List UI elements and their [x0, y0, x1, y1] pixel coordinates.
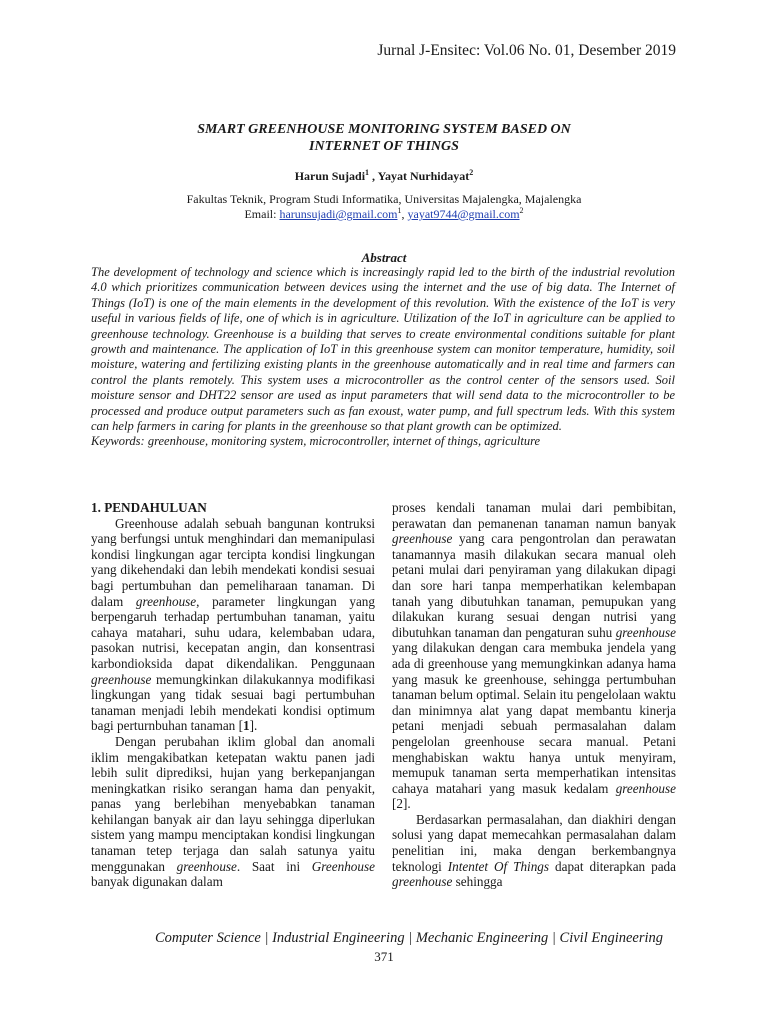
abstract-body — [91, 265, 675, 450]
section-heading: 1. PENDAHULUAN — [91, 500, 207, 515]
paragraph-4 — [392, 812, 676, 890]
italic-run: greenhouse — [91, 671, 152, 687]
footer-fields: Computer Science | Industrial Engineering | Mechanic Engineering | Civil Engineering — [154, 930, 664, 946]
paragraph-1 — [91, 516, 375, 734]
italic-run: Greenhouse — [311, 858, 375, 874]
authors — [0, 169, 768, 184]
email-separator: , — [401, 207, 408, 221]
keywords: Keywords: greenhouse, monitoring system, microcontroller, internet of things, agriculture — [91, 434, 541, 449]
affiliation: Fakultas Teknik, Program Studi Informatika, Universitas Majalengka, Majalengka — [186, 192, 582, 206]
text-run: . Saat ini — [236, 858, 312, 874]
italic-run: Intentet Of Things — [447, 858, 550, 874]
text-run: Berdasarkan permasalahan, dan diakhiri dengan solusi yang dapat memecahkan permasalahan dalam penelitian ini, maka dengan berkembangnya teknologi — [392, 811, 676, 874]
text-run: ]. — [249, 718, 258, 734]
text-run: proses kendali tanaman mulai dari pembibitan, perawatan dan pemanenan tanaman namun banyak — [392, 500, 676, 531]
text-run: Greenhouse adalah sebuah bangunan kontruksi yang berfungsi untuk menghindari dan memanipulasi kondisi lingkungan agar tercipta kondisi lingkungan yang dikehendaki dan lebih mendekati kondisi sesuai bagi pertumbuhan dan pemeliharaan tanaman. Di dalam — [91, 515, 375, 609]
author-separator: , — [369, 169, 378, 183]
italic-run: greenhouse — [392, 874, 453, 890]
email-2-sup: 2 — [519, 206, 524, 215]
citation-ref: 1 — [242, 718, 250, 734]
author-1: Harun Sujadi — [294, 169, 366, 183]
paragraph-2 — [91, 734, 375, 890]
text-run: [2]. — [392, 796, 411, 812]
author-1-sup: 1 — [365, 168, 370, 177]
text-run: dapat diterapkan pada — [549, 858, 676, 874]
text-run: memungkinkan dilakukannya modifikasi lingkungan yang tidak sesuai bagi pertumbuhan tanaman menjadi lebih mendekati kondisi optimum bagi perturnbuhan tanaman [ — [91, 671, 375, 734]
email-line — [0, 207, 768, 222]
email-link-1[interactable]: harunsujadi@gmail.com — [279, 207, 398, 221]
page-footer — [0, 930, 768, 965]
text-run: Dengan perubahan iklim global dan anomali iklim mengakibatkan ketepatan waktu panen jadi lebih sulit diprediksi, hujan yang berkepanjangan meningkatkan risiko serangan hama dan penyakit, panas yang berlebihan menyebabkan tanaman kehilangan banyak air dan layu sehingga diperlukan sistem yang mampu menciptakan kondisi lingkungan tanaman tetep terjaga dan salah satunya yaitu menggunakan — [91, 733, 375, 874]
text-run: yang cara pengontrolan dan perawatan tanamannya masih dilakukan secara manual oleh petani mulai dari penyiraman yang dilakukan dipagi dan sore hari tanpa memperhatikan kelembapan tanah yang dibutuhkan tanaman, pemupukan yang dilakukan kurang sesuai dengan nutrisi yang dibutuhkan tanaman dan pengaturan suhu — [392, 531, 676, 640]
italic-run: greenhouse — [135, 593, 197, 609]
italic-run: greenhouse — [615, 780, 676, 796]
title-line-1: SMART GREENHOUSE MONITORING SYSTEM BASED ON — [197, 122, 571, 137]
italic-run: greenhouse — [392, 531, 453, 547]
paragraph-3 — [392, 500, 676, 812]
text-run: , parameter lingkungan yang berpengaruh terhadap pertumbuhan tanaman, yaitu cahaya matahari, suhu udara, kelembaban udara, pasokan nutrisi, kecepatan angin, dan konsentrasi karbondioksida dapat dikendalikan. Penggunaan — [91, 593, 375, 671]
column-left — [91, 500, 375, 890]
email-label: Email: — [244, 207, 280, 221]
author-2: Yayat Nurhidayat — [377, 169, 470, 183]
text-run: yang dilakukan dengan cara membuka jendela yang ada di greenhouse yang memungkinkan adanya hama yang masuk ke greenhouse, sehingga pertumbuhan tanaman belum optimal. Selain itu pengelolaan waktu dan minimnya alat yang dapat membantu kinerja petani menjadi sebuah permasalahan dalam pengelolan greenhouse secara manual. Petani menghabiskan waktu hanya untuk menyiram, memupuk tanaman serta memperhatikan intensitas cahaya matahari yang masuk kedalam — [392, 640, 676, 796]
italic-run: greenhouse — [176, 858, 237, 874]
text-run: banyak digunakan dalam — [91, 874, 223, 890]
email-1-sup: 1 — [397, 206, 402, 215]
abstract-text: The development of technology and science which is increasingly rapid led to the birth of the industrial revolution 4.0 which prioritizes communication between devices using the internet and the use of big data. The Internet of Things (IoT) is one of the main elements in the development of this revolution. With the existence of the IoT is very useful in various fields of life, one of which is in agriculture. Utilization of the IoT in agriculture can be applied to greenhouse technology. Greenhouse is a building that serves to create environmental conditions suitable for plant growth and maintenance. The application of IoT in this greenhouse system can monitor temperature, humidity, soil moisture, watering and fertilizing existing plants in the greenhouse automatically and in real time and farmers can control the plants remotely. This system uses a microcontroller as the control center of the sensors used. Soil moisture sensor and DHT22 sensor are used as input parameters that will send data to the microcontroller to be processed and produce output parameters such as fan exoust, water pump, and full spectrum leds. With this system can help farmers in caring for plants in the greenhouse so that plant growth can be optimized. — [91, 265, 675, 434]
page-number: 371 — [374, 949, 394, 964]
journal-header: Jurnal J-Ensitec: Vol.06 No. 01, Desember 2019 — [377, 42, 676, 59]
abstract-heading: Abstract — [361, 250, 407, 265]
title-line-2: INTERNET OF THINGS — [309, 139, 459, 154]
affiliation-block — [0, 192, 768, 222]
paper-title — [0, 121, 768, 155]
email-link-2[interactable]: yayat9744@gmail.com — [407, 207, 520, 221]
italic-run: greenhouse — [615, 624, 676, 640]
column-right — [392, 500, 676, 890]
author-2-sup: 2 — [469, 168, 474, 177]
text-run: sehingga — [452, 874, 503, 890]
